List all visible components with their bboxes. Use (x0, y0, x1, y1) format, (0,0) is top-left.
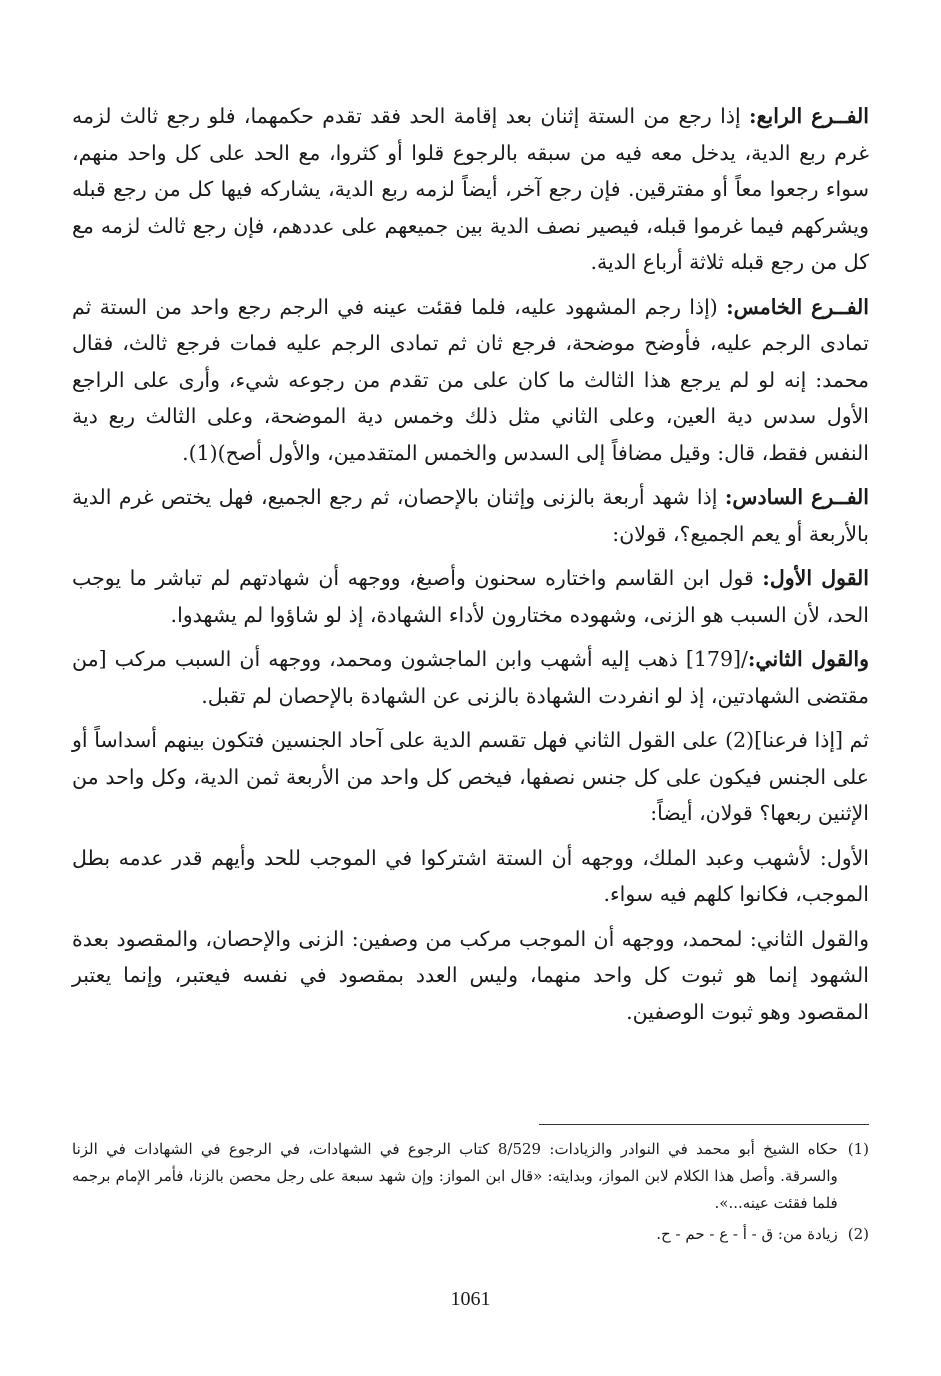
footnote-text: حكاه الشيخ أبو محمد في النوادر والزيادات: 8/529 كتاب الرجوع في الشهادات، في الرجوع في الشهادات في الزنا والسرقة. وأصل هذا الكلام لابن المواز، وبدايته: «قال ابن المواز: وإن شهد سبعة على رجل محصن بالزنا، فأمر الإمام برجمه فلما فقئت عينه...». (72, 1140, 838, 1212)
paragraph-first-opinion (72, 560, 869, 633)
paragraph-text: الأول: لأشهب وعبد الملك، ووجهه أن الستة اشتركوا في الموجب للحد وأيهم قدر عدمه بطل الموجب، فكانوا كلهم فيه سواء. (72, 845, 869, 906)
footnote-1 (72, 1136, 869, 1217)
paragraph-heading: القول الأول: (762, 566, 870, 590)
paragraph-branch-6 (72, 479, 869, 552)
paragraph-text: ثم [إذا فرعنا](2) على القول الثاني فهل تقسم الدية على آحاد الجنسين فتكون بينهم أسداساً أو على الجنس فيكون على كل جنس نصفها، فيخص كل واحد من الأربعة ثمن الدية، وكل واحد من الإثنين ربعها؟ قولان، أيضاً: (72, 728, 870, 825)
paragraph-text: (إذا رجم المشهود عليه، فلما فقئت عينه في الرجم رجع واحد من الستة ثم تمادى الرجم عليه، فأوضح موضحة، فرجع ثان ثم تمادى الرجم عليه فمات فرجع ثالث، فقال محمد: إنه لو لم يرجع هذا الثالث ما كان على من تقدم من رجوعه شيء، وأرى على الراجع الأول سدس دية العين، وعلى الثاني مثل ذلك وخمس دية الموضحة، وعلى الثالث ربع دية النفس فقط، قال: وقيل مضافاً إلى السدس والخمس المتقدمين، والأول أصح)(1). (72, 294, 869, 465)
paragraph-text: قول ابن القاسم واختاره سحنون وأصبغ، ووجهه أن شهادتهم لم تباشر ما يوجب الحد، لأن السبب هو الزنى، وشهوده مختارون لأداء الشهادة، إذ لو شاؤوا لم يشهدوا. (72, 566, 869, 627)
paragraph-heading: الفــرع السادس: (724, 485, 870, 509)
paragraph-branch-4 (72, 98, 869, 281)
paragraph-heading: الفــرع الرابع: (749, 104, 869, 128)
footnote-text: زيادة من: ق - أ - ع - حم - ح. (656, 1225, 838, 1243)
paragraph-text: إذا شهد أربعة بالزنى وإثنان بالإحصان، ثم رجع الجميع، فهل يختص غرم الدية بالأربعة أو يعم الجميع؟، قولان: (72, 485, 869, 546)
paragraph-text: والقول الثاني: لمحمد، ووجهه أن الموجب مركب من وصفين: الزنى والإحصان، والمقصود بعدة الشهود إنما هو ثبوت كل واحد منهما، وليس العدد بمقصود في نفسه فيعتبر، وإنما يعتبر المقصود وهو ثبوت الوصفين. (72, 926, 869, 1024)
paragraph-heading: الفــرع الخامس: (726, 294, 870, 319)
paragraph-division (72, 722, 869, 832)
main-text (72, 98, 869, 1038)
paragraph-division-first (72, 840, 869, 913)
paragraph-heading: والقول الثاني: (747, 647, 869, 671)
footnote-divider (539, 1124, 869, 1125)
footnote-number: (1) (847, 1140, 869, 1158)
footnote-2 (72, 1221, 869, 1248)
paragraph-branch-5 (72, 289, 869, 472)
paragraph-text: /[179] ذهب إليه أشهب وابن الماجشون ومحمد، ووجهه أن السبب مركب [من مقتضى الشهادتين، إذ لو انفردت الشهادة بالزنى عن الشهادة بالإحصان لم تقبل. (72, 647, 869, 708)
footnotes (72, 1136, 869, 1252)
page-number: 1061 (450, 1288, 491, 1310)
paragraph-second-opinion (72, 641, 869, 714)
paragraph-text: إذا رجع من الستة إثنان بعد إقامة الحد فقد تقدم حكمهما، فلو رجع ثالث لزمه غرم ربع الدية، يدخل معه فيه من سبقه بالرجوع قلوا أو كثروا، مع الحد على كل واحد منهم، سواء رجعوا معاً أو مفترقين. فإن رجع آخر، أيضاً لزمه ربع الدية، يشاركه فيها كل من رجع قبله ويشركهم فيما غرموا قبله، فيصير نصف الدية بين جميعهم على عددهم، فإن رجع ثالث لزمه مع كل من رجع قبله ثلاثة أرباع الدية. (72, 104, 869, 274)
paragraph-division-second (72, 921, 869, 1031)
footnote-number: (2) (847, 1225, 869, 1243)
